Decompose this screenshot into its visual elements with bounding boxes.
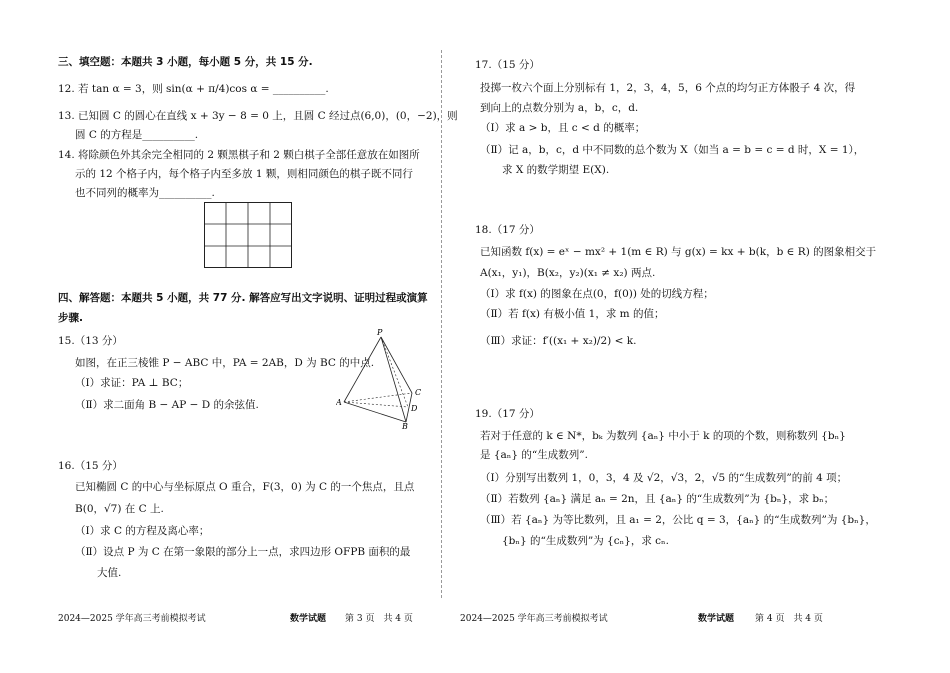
footer-page-number-right: 第 4 页 共 4 页 — [755, 614, 823, 624]
question-16-part2-line1: （Ⅱ）设点 P 为 C 在第一象限的部分上一点，求四边形 OFPB 面积的最 — [75, 546, 411, 558]
vertex-label-d: D — [411, 404, 418, 413]
question-19-line1: 若对于任意的 k ∈ N*，bₖ 为数列 {aₙ} 中小于 k 的项的个数，则称数列 {bₙ} — [480, 430, 846, 442]
question-19-part2: （Ⅱ）若数列 {aₙ} 满足 aₙ = 2n，且 {aₙ} 的“生成数列”为 {bₙ}，求 bₙ； — [480, 493, 835, 505]
question-18-line1: 已知函数 f(x) = eˣ − mx² + 1(m ∈ R) 与 g(x) = kx + b(k，b ∈ R) 的图象相交于 — [480, 246, 877, 258]
question-15-part2: （Ⅱ）求二面角 B − AP − D 的余弦值. — [75, 399, 259, 411]
solve-section-title-line2: 步骤. — [58, 312, 83, 324]
vertex-label-a: A — [336, 398, 342, 407]
question-15-stem: 如图，在正三棱锥 P − ABC 中，PA = 2AB，D 为 BC 的中点. — [75, 357, 375, 369]
question-19-part3-line2: {bₙ} 的“生成数列”为 {cₙ}，求 cₙ. — [502, 535, 669, 547]
question-16-part2-line2: 大值. — [97, 567, 122, 579]
question-13-line2: 圆 C 的方程是__________. — [75, 129, 199, 141]
vertex-label-b: B — [402, 422, 408, 429]
solve-section-title-line1: 四、解答题：本题共 5 小题，共 77 分. 解答应写出文字说明、证明过程或演算 — [58, 292, 428, 304]
question-18-heading: 18.（17 分） — [475, 224, 540, 236]
question-18-part3: （Ⅲ）求证：f′((x₁ + x₂)/2) < k. — [480, 335, 637, 347]
question-16-heading: 16.（15 分） — [58, 460, 123, 472]
question-15-heading: 15.（13 分） — [58, 335, 123, 347]
chessboard-grid-figure — [204, 202, 292, 268]
question-15-part1: （Ⅰ）求证：PA ⊥ BC； — [75, 377, 189, 389]
question-19-part1: （Ⅰ）分别写出数列 1，0，3，4 及 √2，√3，2，√5 的“生成数列”的前 4 项； — [480, 472, 848, 484]
question-14-line3: 也不同列的概率为__________. — [75, 187, 215, 199]
question-19-heading: 19.（17 分） — [475, 408, 540, 420]
vertex-label-p: P — [377, 328, 383, 337]
question-17-line2: 到向上的点数分别为 a，b，c，d. — [480, 102, 639, 114]
question-16-line2: B(0，√7) 在 C 上. — [75, 503, 164, 515]
question-18-part1: （Ⅰ）求 f(x) 的图象在点(0，f(0)) 处的切线方程； — [480, 288, 714, 300]
question-18-line2: A(x₁，y₁)，B(x₂，y₂)(x₁ ≠ x₂) 两点. — [480, 267, 656, 279]
footer-exam-name-right: 2024—2025 学年高三考前模拟考试 — [460, 614, 608, 624]
question-16-line1: 已知椭圆 C 的中心与坐标原点 O 重合，F(3，0) 为 C 的一个焦点，且点 — [75, 481, 415, 493]
footer-subject-right: 数学试题 — [698, 614, 735, 624]
footer-exam-name: 2024—2025 学年高三考前模拟考试 — [58, 614, 206, 624]
page-divider — [441, 50, 442, 598]
fill-section-title: 三、填空题：本题共 3 小题，每小题 5 分，共 15 分. — [58, 56, 313, 68]
vertex-label-c: C — [415, 388, 422, 397]
tetrahedron-figure — [336, 327, 424, 429]
question-17-line1: 投掷一枚六个面上分别标有 1，2，3，4，5，6 个点的均匀正方体骰子 4 次，得 — [480, 82, 856, 94]
question-14-line1: 14. 将除颜色外其余完全相同的 2 颗黑棋子和 2 颗白棋子全部任意放在如图所 — [58, 149, 420, 161]
question-17-heading: 17.（15 分） — [475, 59, 540, 71]
question-19-line2: 是 {aₙ} 的“生成数列”. — [480, 449, 588, 461]
question-19-part3-line1: （Ⅲ）若 {aₙ} 为等比数列，且 a₁ = 2，公比 q = 3，{aₙ} 的“生成数列”为 {bₙ}， — [480, 514, 876, 526]
question-17-part2-line1: （Ⅱ）记 a，b，c，d 中不同数的总个数为 X（如当 a = b = c = d 时，X = 1）， — [480, 144, 865, 156]
question-12: 12. 若 tan α = 3，则 sin(α + π/4)cos α = __________. — [58, 83, 329, 95]
question-17-part1: （Ⅰ）求 a > b，且 c < d 的概率； — [480, 122, 646, 134]
question-13-line1: 13. 已知圆 C 的圆心在直线 x + 3y − 8 = 0 上，且圆 C 经过点(6,0)，(0，−2)，则 — [58, 110, 458, 122]
question-17-part2-line2: 求 X 的数学期望 E(X). — [502, 164, 610, 176]
question-16-part1: （Ⅰ）求 C 的方程及离心率； — [75, 525, 210, 537]
question-18-part2: （Ⅱ）若 f(x) 有极小值 1，求 m 的值； — [480, 308, 665, 320]
footer-page-number: 第 3 页 共 4 页 — [345, 614, 413, 624]
question-14-line2: 示的 12 个格子内，每个格子内至多放 1 颗，则相同颜色的棋子既不同行 — [75, 168, 413, 180]
footer-subject: 数学试题 — [290, 614, 327, 624]
